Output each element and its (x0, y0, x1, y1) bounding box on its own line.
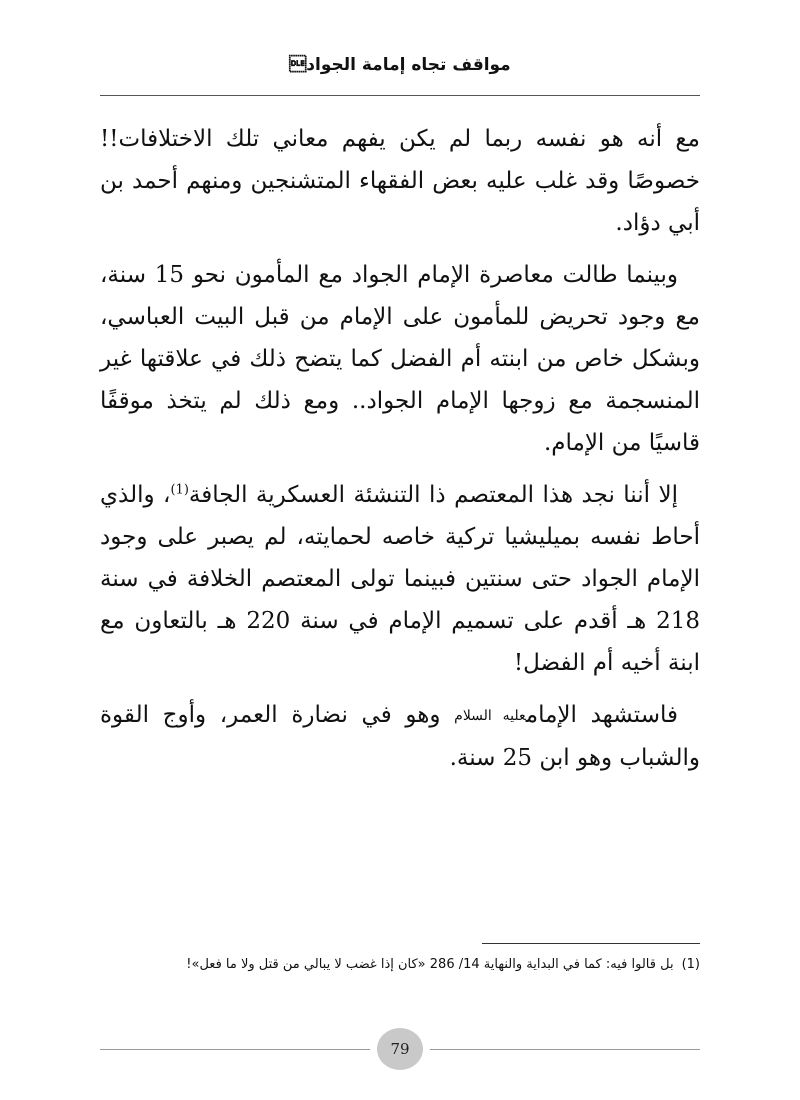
footnote-divider (482, 943, 700, 944)
footnote-text: بل قالوا فيه: كما في البداية والنهاية 14/ 286 «كان إذا غضب لا يبالي من قتل ولا ما فعل»! (186, 957, 674, 972)
paragraph-1: مع أنه هو نفسه ربما لم يكن يفهم معاني تلك الاختلافات!! خصوصًا وقد غلب عليه بعض الفقهاء المتشنجين ومنهم أحمد بن أبي دؤاد. (100, 126, 700, 236)
page-number: 79 (377, 1028, 423, 1070)
paragraph-4-text-b: وهو في نضارة العمر، وأوج القوة والشباب وهو ابن 25 سنة. (100, 702, 700, 771)
paragraph-3-text-a: إلا أننا نجد هذا المعتصم ذا التنشئة العسكرية الجافة (188, 482, 678, 508)
footer-rule-right (430, 1049, 700, 1050)
paragraph-4-text-a: فاستشهد الإمام (525, 702, 678, 728)
paragraph-2: وبينما طالت معاصرة الإمام الجواد مع المأمون نحو 15 سنة، مع وجود تحريض للمأمون على الإمام من قبل البيت العباسي، وبشكل خاص من ابنته أم الفضل كما يتضح ذلك في علاقتها غير المنسجمة مع زوجها الإمام الجواد.. ومع ذلك لم يتخذ موقفًا قاسيًا من الإمام. (100, 262, 700, 456)
paragraph-3 (100, 474, 700, 684)
body-text (100, 118, 700, 789)
footnote-reference[interactable]: (1) (170, 482, 189, 498)
footnote-number: (1) (681, 957, 700, 972)
footnote (100, 955, 700, 975)
footer-rule-left (100, 1049, 370, 1050)
running-header: مواقف تجاه إمامة الجواد (289, 55, 511, 75)
honorific-glyph: عليه السلام (454, 708, 526, 724)
header-divider (100, 95, 700, 96)
paragraph-3-text-b: ، والذي أحاط نفسه بميليشيا تركية خاصه لحمايته، لم يصبر على وجود الإمام الجواد حتى سنتين فبينما تولى المعتصم الخلافة في سنة 218 هـ أقدم على تسميم الإمام في سنة 220 هـ بالتعاون مع ابنة أخيه أم الفضل! (100, 482, 700, 676)
paragraph-4 (100, 694, 700, 779)
